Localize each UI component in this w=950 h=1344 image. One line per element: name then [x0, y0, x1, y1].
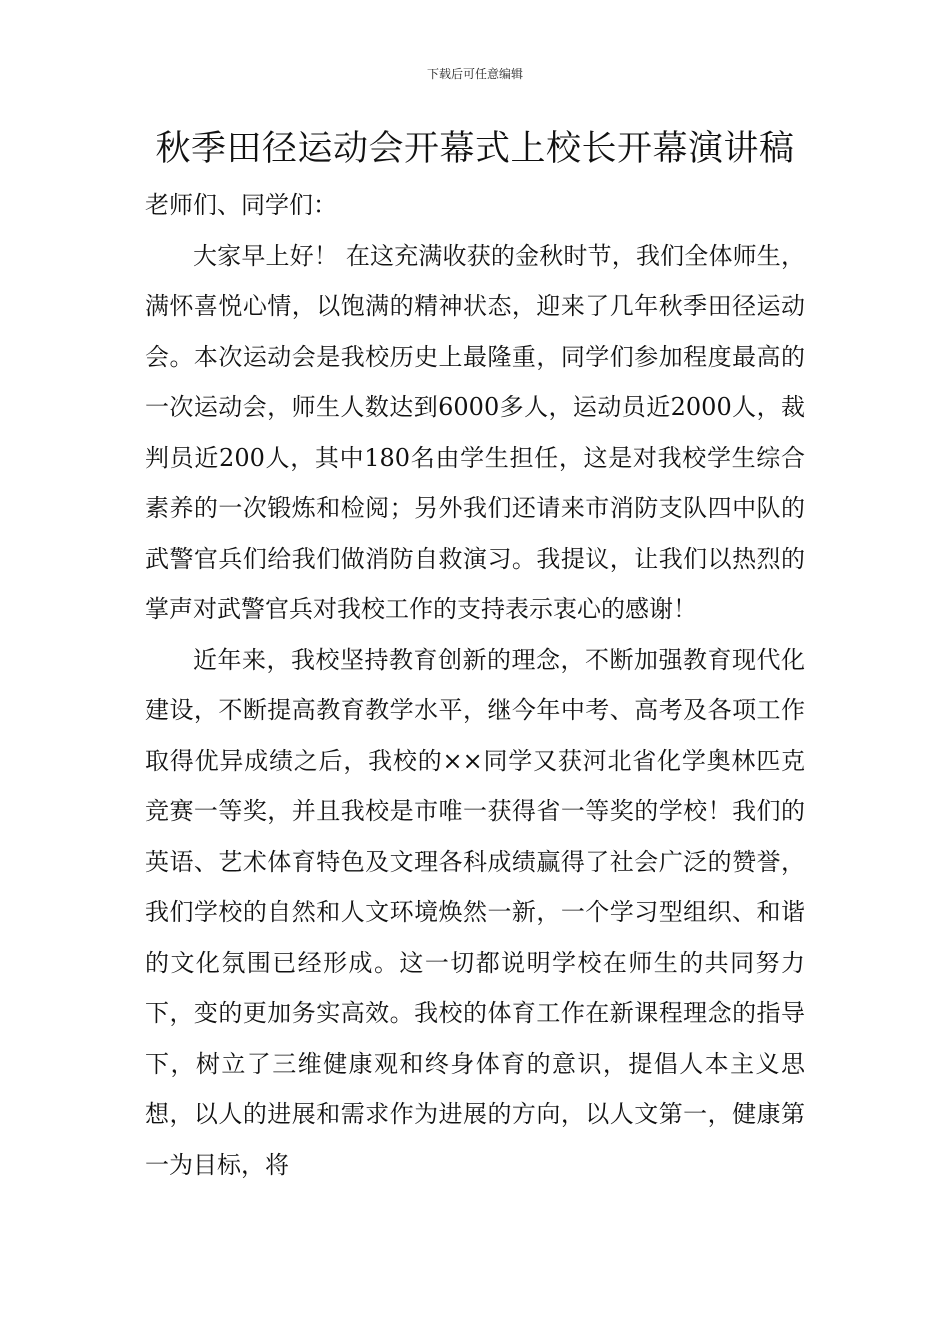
- header-note: 下载后可任意编辑: [426, 67, 523, 81]
- body-paragraph: 近年来，我校坚持教育创新的理念，不断加强教育现代化建设，不断提高教育教学水平，继今年中考、高考及各项工作取得优异成绩之后，我校的××同学又获河北省化学奥林匹克竞赛一等奖，并且我校是市唯一获得省一等奖的学校！我们的英语、艺术体育特色及文理各科成绩赢得了社会广泛的赞誉，我们学校的自然和人文环境焕然一新，一个学习型组织、和谐的文化氛围已经形成。这一切都说明学校在师生的共同努力下，变的更加务实高效。我校的体育工作在新课程理念的指导下，树立了三维健康观和终身体育的意识，提倡人本主义思想，以人的进展和需求作为进展的方向，以人文第一，健康第一为目标，将: [145, 645, 805, 1179]
- document-title: 秋季田径运动会开幕式上校长开幕演讲稿: [155, 129, 795, 169]
- body-paragraph: 大家早上好！ 在这充满收获的金秋时节，我们全体师生，满怀喜悦心情，以饱满的精神状态，迎来了几年秋季田径运动会。本次运动会是我校历史上最隆重，同学们参加程度最高的一次运动会，师生人数达到6000多人，运动员近2000人，裁判员近200人，其中180名由学生担任，这是对我校学生综合素养的一次锻炼和检阅；另外我们还请来市消防支队四中队的武警官兵们给我们做消防自救演习。我提议，让我们以热烈的掌声对武警官兵对我校工作的支持表示衷心的感谢！: [145, 241, 805, 623]
- greeting-line: 老师们、同学们：: [145, 191, 337, 219]
- document-body: [145, 180, 805, 1190]
